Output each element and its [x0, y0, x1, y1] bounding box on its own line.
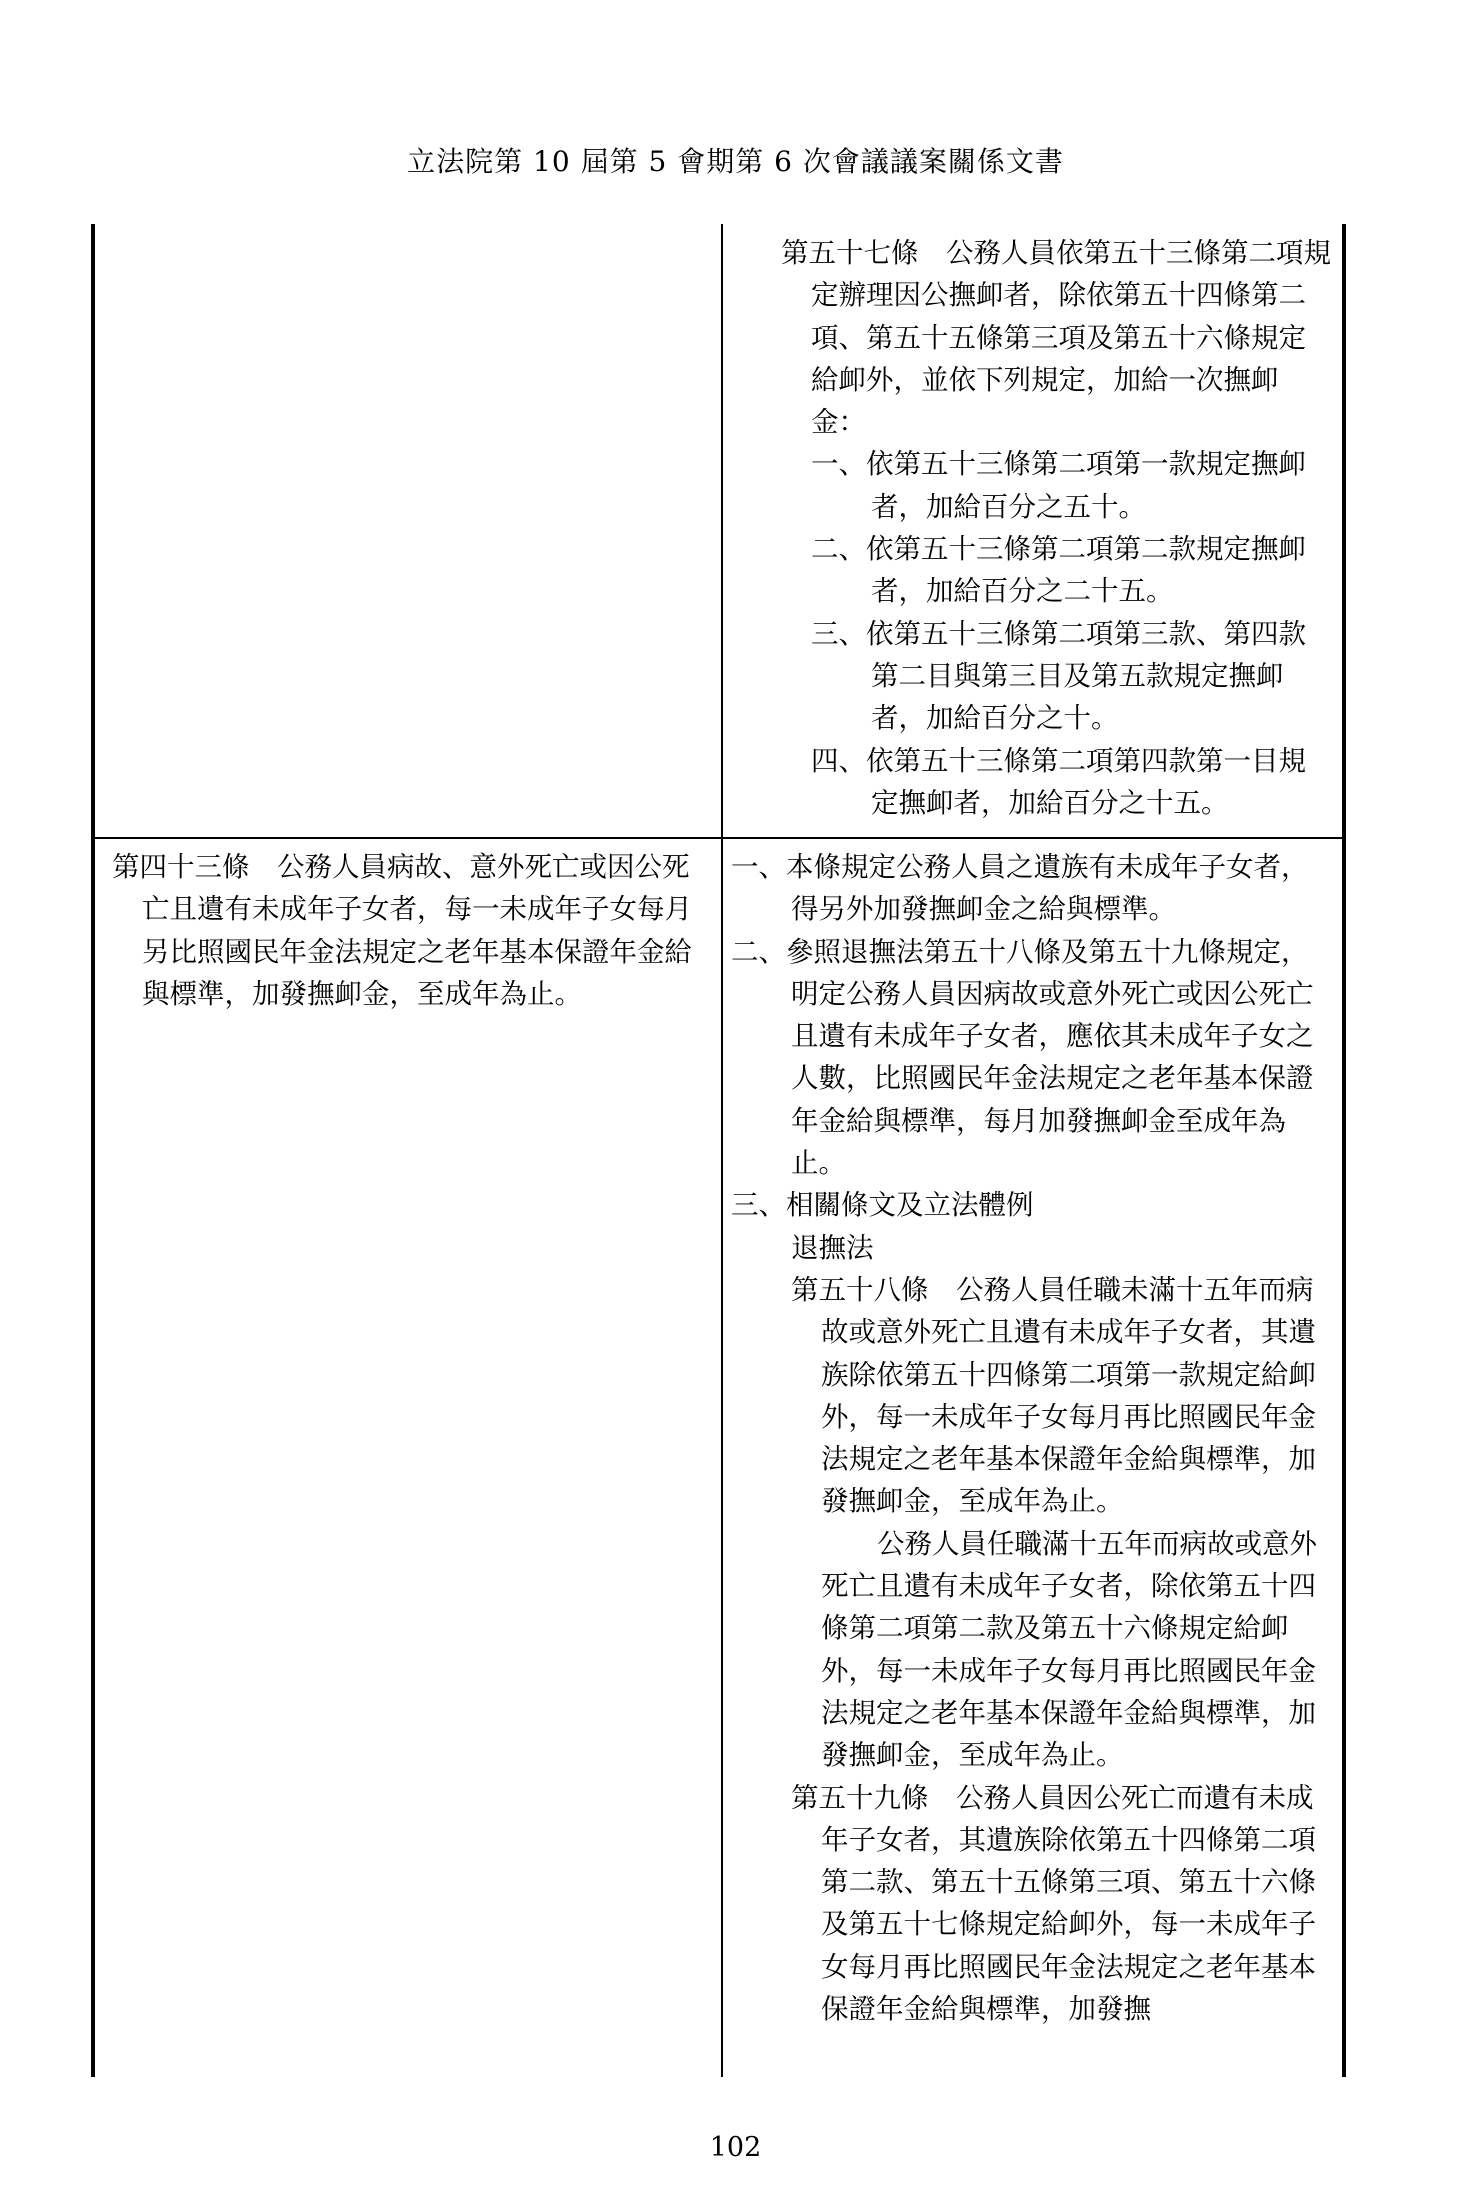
document-header: 立法院第 10 屆第 5 會期第 6 次會議議案關係文書	[407, 145, 1064, 178]
article-58-paragraph-2: 公務人員任職滿十五年而病故或意外死亡且遺有未成年子女者，除依第五十四條第二項第二款及第五十六條規定給卹外，每一未成年子女每月再比照國民年金法規定之老年基本保證年金給與標準，加發撫卹金，至成年為止。	[821, 1527, 1317, 1772]
article-57-item-2: 二、依第五十三條第二項第二款規定撫卹者，加給百分之二十五。	[811, 533, 1306, 608]
article-57-item-1: 一、依第五十三條第二項第一款規定撫卹者，加給百分之五十。	[811, 448, 1306, 523]
bottom-right-cell	[731, 846, 1333, 2030]
article-57-item-3: 三、依第五十三條第二項第三款、第四款第二目與第三目及第五款規定撫卹者，加給百分之十。	[811, 617, 1306, 735]
page-number: 102	[709, 2132, 762, 2163]
explanation-note-3: 三、相關條文及立法體例	[731, 1189, 1034, 1222]
table-row-divider	[91, 837, 1346, 839]
article-57-item-4: 四、依第五十三條第二項第四款第一目規定撫卹者，加給百分之十五。	[811, 744, 1306, 819]
table-left-border	[91, 224, 95, 2077]
article-57-text: 第五十七條 公務人員依第五十三條第二項規定辦理因公撫卹者，除依第五十四條第二項、第五十五條第三項及第五十六條規定給卹外，並依下列規定，加給一次撫卹金：	[781, 237, 1331, 439]
article-43-text: 第四十三條 公務人員病故、意外死亡或因公死亡且遺有未成年子女者，每一未成年子女每月另比照國民年金法規定之老年基本保證年金給與標準，加發撫卹金，至成年為止。	[112, 851, 692, 1010]
article-58-paragraph-1: 第五十八條 公務人員任職未滿十五年而病故或意外死亡且遺有未成年子女者，其遺族除依第五十四條第二項第一款規定給卹外，每一未成年子女每月再比照國民年金法規定之老年基本保證年金給與標準，加發撫卹金，至成年為止。	[791, 1273, 1316, 1518]
law-name: 退撫法	[791, 1231, 874, 1264]
table-column-divider	[721, 224, 723, 2077]
bottom-left-cell	[112, 846, 712, 1015]
comparison-table	[91, 224, 1346, 2077]
table-right-border	[1342, 224, 1346, 2077]
article-59-text: 第五十九條 公務人員因公死亡而遺有未成年子女者，其遺族除依第五十四條第二項第二款、第五十五條第三項、第五十六條及第五十七條規定給卹外，每一未成年子女每月再比照國民年金法規定之老年基本保證年金給與標準，加發撫	[791, 1781, 1316, 2026]
explanation-note-1: 一、本條規定公務人員之遺族有未成年子女者，得另外加發撫卹金之給與標準。	[731, 851, 1309, 926]
explanation-note-2: 二、參照退撫法第五十八條及第五十九條規定，明定公務人員因病故或意外死亡或因公死亡且遺有未成年子女者，應依其未成年子女之人數，比照國民年金法規定之老年基本保證年金給與標準，每月加發撫卹金至成年為止。	[731, 935, 1314, 1180]
top-right-cell	[781, 232, 1333, 824]
